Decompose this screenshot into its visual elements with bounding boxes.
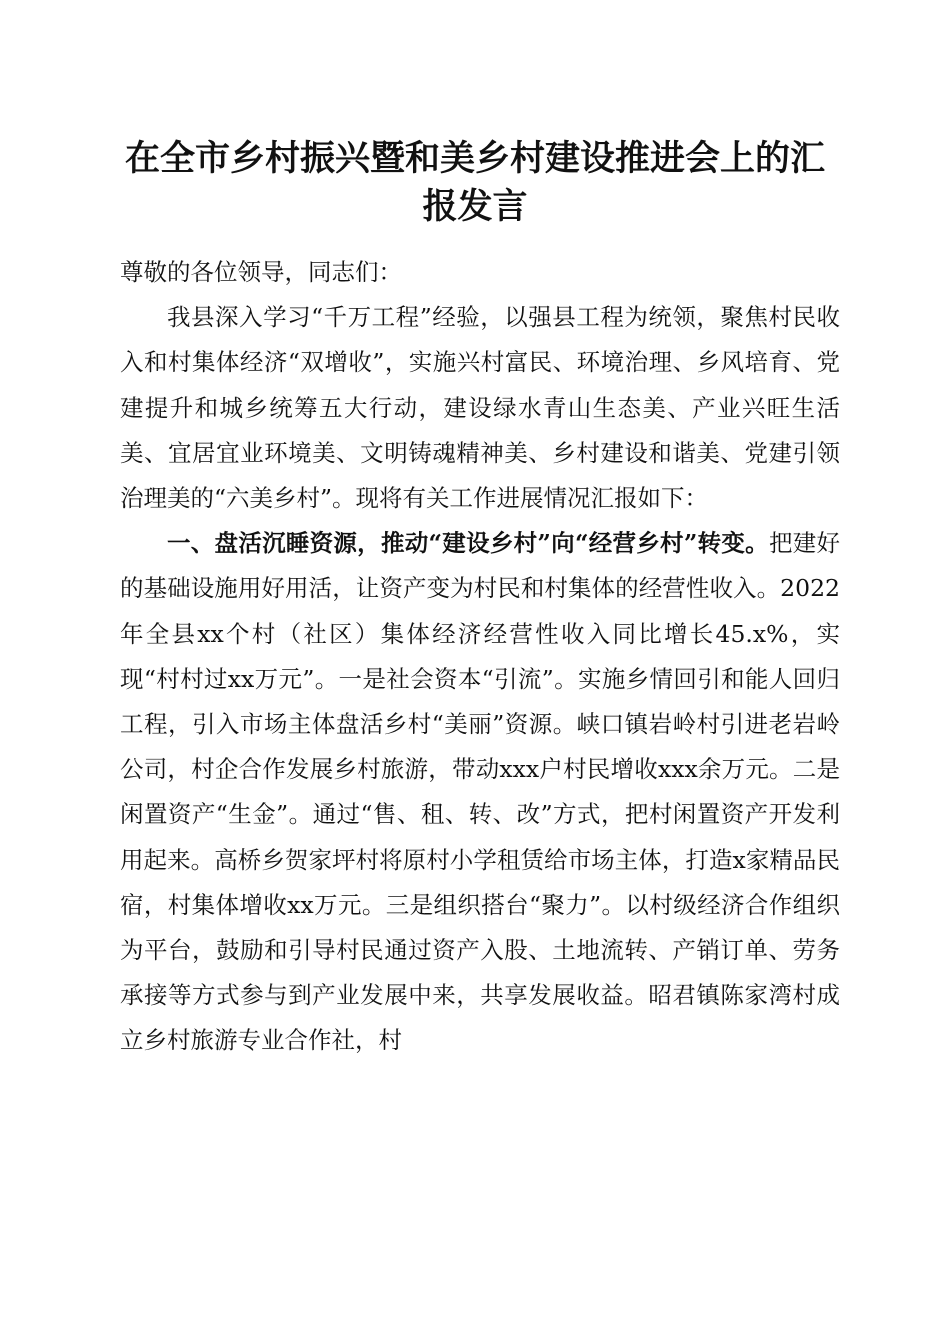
- paragraph-section-1: [120, 521, 840, 1063]
- title-line-2: 报发言: [422, 186, 528, 227]
- document-title: [100, 135, 850, 231]
- salutation: 尊敬的各位领导，同志们：: [120, 258, 402, 286]
- document-body: [120, 250, 840, 1064]
- paragraph-intro: 我县深入学习“千万工程”经验，以强县工程为统领，聚焦村民收入和村集体经济“双增收”，实施兴村富民、环境治理、乡风培育、党建提升和城乡统筹五大行动，建设绿水青山生态美、产业兴旺生活美、宜居宜业环境美、文明铸魂精神美、乡村建设和谐美、党建引领治理美的“六美乡村”。现将有关工作进展情况汇报如下：: [120, 303, 840, 513]
- title-line-1: 在全市乡村振兴暨和美乡村建设推进会上的汇: [124, 138, 825, 179]
- section-1-body: 把建好的基础设施用好用活，让资产变为村民和村集体的经营性收入。2022年全县xx个村（社区）集体经济经营性收入同比增长45.x%，实现“村村过xx万元”。一是社会资本“引流”。实施乡情回引和能人回归工程，引入市场主体盘活乡村“美丽”资源。峡口镇岩岭村引进老岩岭公司，村企合作发展乡村旅游，带动xxx户村民增收xxx余万元。二是闲置资产“生金”。通过“售、租、转、改”方式，把村闲置资产开发利用起来。高桥乡贺家坪村将原村小学租赁给市场主体，打造x家精品民宿，村集体增收xx万元。三是组织搭台“聚力”。以村级经济合作组织为平台，鼓励和引导村民通过资产入股、土地流转、产销订单、劳务承接等方式参与到产业发展中来，共享发展收益。昭君镇陈家湾村成立乡村旅游专业合作社，村: [120, 529, 840, 1055]
- section-1-heading: 一、盘活沉睡资源，推动“建设乡村”向“经营乡村”转变。: [167, 529, 769, 558]
